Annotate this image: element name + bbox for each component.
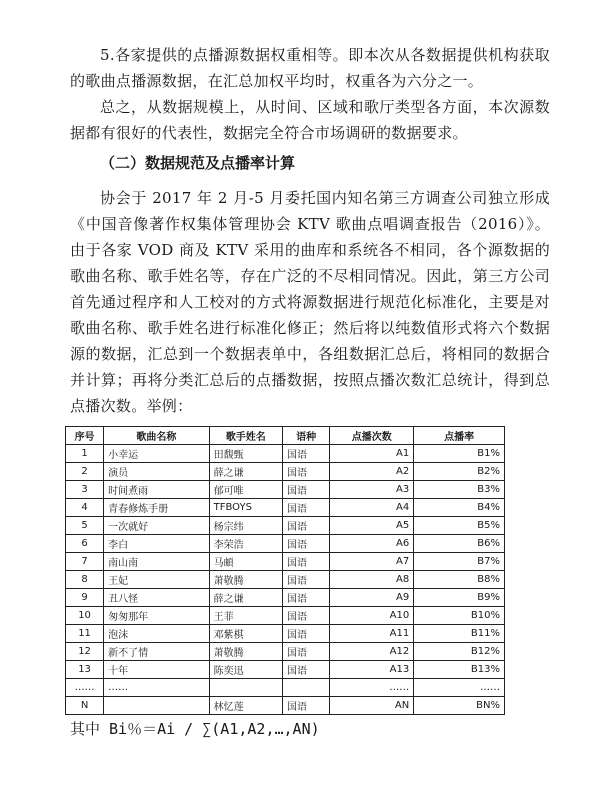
cell-language: 国语 bbox=[282, 643, 329, 661]
header-artist: 歌手姓名 bbox=[209, 427, 282, 445]
cell-artist: 杨宗纬 bbox=[209, 517, 282, 535]
paragraph-weight: 5.各家提供的点播源数据权重相等。即本次从各数据提供机构获取的歌曲点播源数据，在汇总加权平均时，权重各为六分之一。 bbox=[70, 46, 550, 90]
table-row bbox=[66, 679, 505, 697]
cell-song: 南山南 bbox=[104, 553, 210, 571]
cell-plays: AN bbox=[330, 697, 414, 715]
cell-no: 8 bbox=[66, 571, 104, 589]
cell-plays: A4 bbox=[330, 499, 414, 517]
cell-plays: A13 bbox=[330, 661, 414, 679]
cell-artist: TFBOYS bbox=[209, 499, 282, 517]
table-row bbox=[66, 661, 505, 679]
cell-song: 演员 bbox=[104, 463, 210, 481]
song-ranking-table bbox=[65, 426, 505, 715]
cell-plays: A7 bbox=[330, 553, 414, 571]
table-row bbox=[66, 517, 505, 535]
cell-artist bbox=[209, 679, 282, 697]
cell-plays: A5 bbox=[330, 517, 414, 535]
table-row bbox=[66, 571, 505, 589]
cell-song: 李白 bbox=[104, 535, 210, 553]
cell-language: 国语 bbox=[282, 481, 329, 499]
cell-song: 新不了情 bbox=[104, 643, 210, 661]
cell-language: 国语 bbox=[282, 553, 329, 571]
cell-no: 2 bbox=[66, 463, 104, 481]
cell-artist: 薛之谦 bbox=[209, 589, 282, 607]
table-row bbox=[66, 625, 505, 643]
cell-rate: B13% bbox=[414, 661, 505, 679]
cell-song bbox=[104, 697, 210, 715]
cell-no: 5 bbox=[66, 517, 104, 535]
table-row bbox=[66, 445, 505, 463]
cell-song: …… bbox=[104, 679, 210, 697]
cell-no: 11 bbox=[66, 625, 104, 643]
cell-plays: A1 bbox=[330, 445, 414, 463]
header-language: 语种 bbox=[282, 427, 329, 445]
cell-plays: A2 bbox=[330, 463, 414, 481]
cell-language: 国语 bbox=[282, 535, 329, 553]
cell-plays: A3 bbox=[330, 481, 414, 499]
table-row bbox=[66, 553, 505, 571]
cell-song: 一次就好 bbox=[104, 517, 210, 535]
cell-language: 国语 bbox=[282, 697, 329, 715]
table-row bbox=[66, 535, 505, 553]
table-row bbox=[66, 589, 505, 607]
paragraph-summary: 总之，从数据规模上，从时间、区域和歌厅类型各方面，本次源数据都有很好的代表性，数据完全符合市场调研的数据要求。 bbox=[70, 98, 550, 142]
cell-language: 国语 bbox=[282, 571, 329, 589]
cell-no: 3 bbox=[66, 481, 104, 499]
cell-plays: A11 bbox=[330, 625, 414, 643]
header-no: 序号 bbox=[66, 427, 104, 445]
cell-artist: 李荣浩 bbox=[209, 535, 282, 553]
cell-artist: 田馥甄 bbox=[209, 445, 282, 463]
cell-song: 丑八怪 bbox=[104, 589, 210, 607]
header-song: 歌曲名称 bbox=[104, 427, 210, 445]
cell-plays: A6 bbox=[330, 535, 414, 553]
formula-text: 其中 Bi％＝Ai / ∑(A1,A2,…,AN) bbox=[70, 720, 320, 738]
cell-no: 10 bbox=[66, 607, 104, 625]
cell-language: 国语 bbox=[282, 661, 329, 679]
cell-rate: B7% bbox=[414, 553, 505, 571]
cell-rate: …… bbox=[414, 679, 505, 697]
cell-rate: B10% bbox=[414, 607, 505, 625]
cell-language: 国语 bbox=[282, 499, 329, 517]
table-row bbox=[66, 463, 505, 481]
cell-rate: B6% bbox=[414, 535, 505, 553]
cell-rate: B5% bbox=[414, 517, 505, 535]
cell-song: 匆匆那年 bbox=[104, 607, 210, 625]
cell-artist: 郁可唯 bbox=[209, 481, 282, 499]
cell-artist: 萧敬腾 bbox=[209, 643, 282, 661]
cell-no: 9 bbox=[66, 589, 104, 607]
cell-language: 国语 bbox=[282, 517, 329, 535]
cell-song: 王妃 bbox=[104, 571, 210, 589]
header-rate: 点播率 bbox=[414, 427, 505, 445]
cell-no: 1 bbox=[66, 445, 104, 463]
cell-plays: A8 bbox=[330, 571, 414, 589]
cell-no: 6 bbox=[66, 535, 104, 553]
cell-no: …… bbox=[66, 679, 104, 697]
table-row bbox=[66, 607, 505, 625]
cell-language: 国语 bbox=[282, 625, 329, 643]
cell-language: 国语 bbox=[282, 445, 329, 463]
cell-song: 时间煮雨 bbox=[104, 481, 210, 499]
cell-rate: B1% bbox=[414, 445, 505, 463]
cell-rate: B4% bbox=[414, 499, 505, 517]
cell-language: 国语 bbox=[282, 607, 329, 625]
cell-no: 7 bbox=[66, 553, 104, 571]
cell-rate: BN% bbox=[414, 697, 505, 715]
cell-plays: A10 bbox=[330, 607, 414, 625]
table-row bbox=[66, 643, 505, 661]
cell-artist: 林忆莲 bbox=[209, 697, 282, 715]
section-heading: （二）数据规范及点播率计算 bbox=[100, 154, 296, 172]
cell-rate: B2% bbox=[414, 463, 505, 481]
cell-song: 小幸运 bbox=[104, 445, 210, 463]
cell-rate: B9% bbox=[414, 589, 505, 607]
cell-no: 13 bbox=[66, 661, 104, 679]
cell-rate: B8% bbox=[414, 571, 505, 589]
cell-language: 国语 bbox=[282, 589, 329, 607]
cell-artist: 薛之谦 bbox=[209, 463, 282, 481]
table-header-row bbox=[66, 427, 505, 445]
paragraph-method: 协会于 2017 年 2 月-5 月委托国内知名第三方调查公司独立形成《中国音像著作权集体管理协会 KTV 歌曲点唱调查报告（2016）》。由于各家 VOD 商及 KTV 采用的曲库和系统各不相同，各个源数据的歌曲名称、歌手姓名等，存在广泛的不尽相同情况。因此，第三方公司首先通过程序和人工校对的方式将源数据进行规范化标准化，主要是对歌曲名称、歌手姓名进行标准化修正；然后将以纯数值形式将六个数据源的数据，汇总到一个数据表单中，各组数据汇总后，将相同的数据合并计算；再将分类汇总后的点播数据，按照点播次数汇总统计，得到总点播次数。举例： bbox=[70, 189, 550, 415]
table-body bbox=[66, 445, 505, 715]
cell-language bbox=[282, 679, 329, 697]
cell-no: 4 bbox=[66, 499, 104, 517]
table-row bbox=[66, 499, 505, 517]
cell-plays: A12 bbox=[330, 643, 414, 661]
cell-artist: 陈奕迅 bbox=[209, 661, 282, 679]
cell-language: 国语 bbox=[282, 463, 329, 481]
cell-plays: …… bbox=[330, 679, 414, 697]
cell-artist: 马頔 bbox=[209, 553, 282, 571]
cell-no: 12 bbox=[66, 643, 104, 661]
cell-song: 青春修炼手册 bbox=[104, 499, 210, 517]
cell-no: N bbox=[66, 697, 104, 715]
table-row bbox=[66, 697, 505, 715]
cell-rate: B11% bbox=[414, 625, 505, 643]
cell-song: 十年 bbox=[104, 661, 210, 679]
cell-rate: B12% bbox=[414, 643, 505, 661]
cell-artist: 萧敬腾 bbox=[209, 571, 282, 589]
cell-artist: 邓紫棋 bbox=[209, 625, 282, 643]
cell-plays: A9 bbox=[330, 589, 414, 607]
cell-rate: B3% bbox=[414, 481, 505, 499]
cell-song: 泡沫 bbox=[104, 625, 210, 643]
table-row bbox=[66, 481, 505, 499]
header-plays: 点播次数 bbox=[330, 427, 414, 445]
cell-artist: 王菲 bbox=[209, 607, 282, 625]
